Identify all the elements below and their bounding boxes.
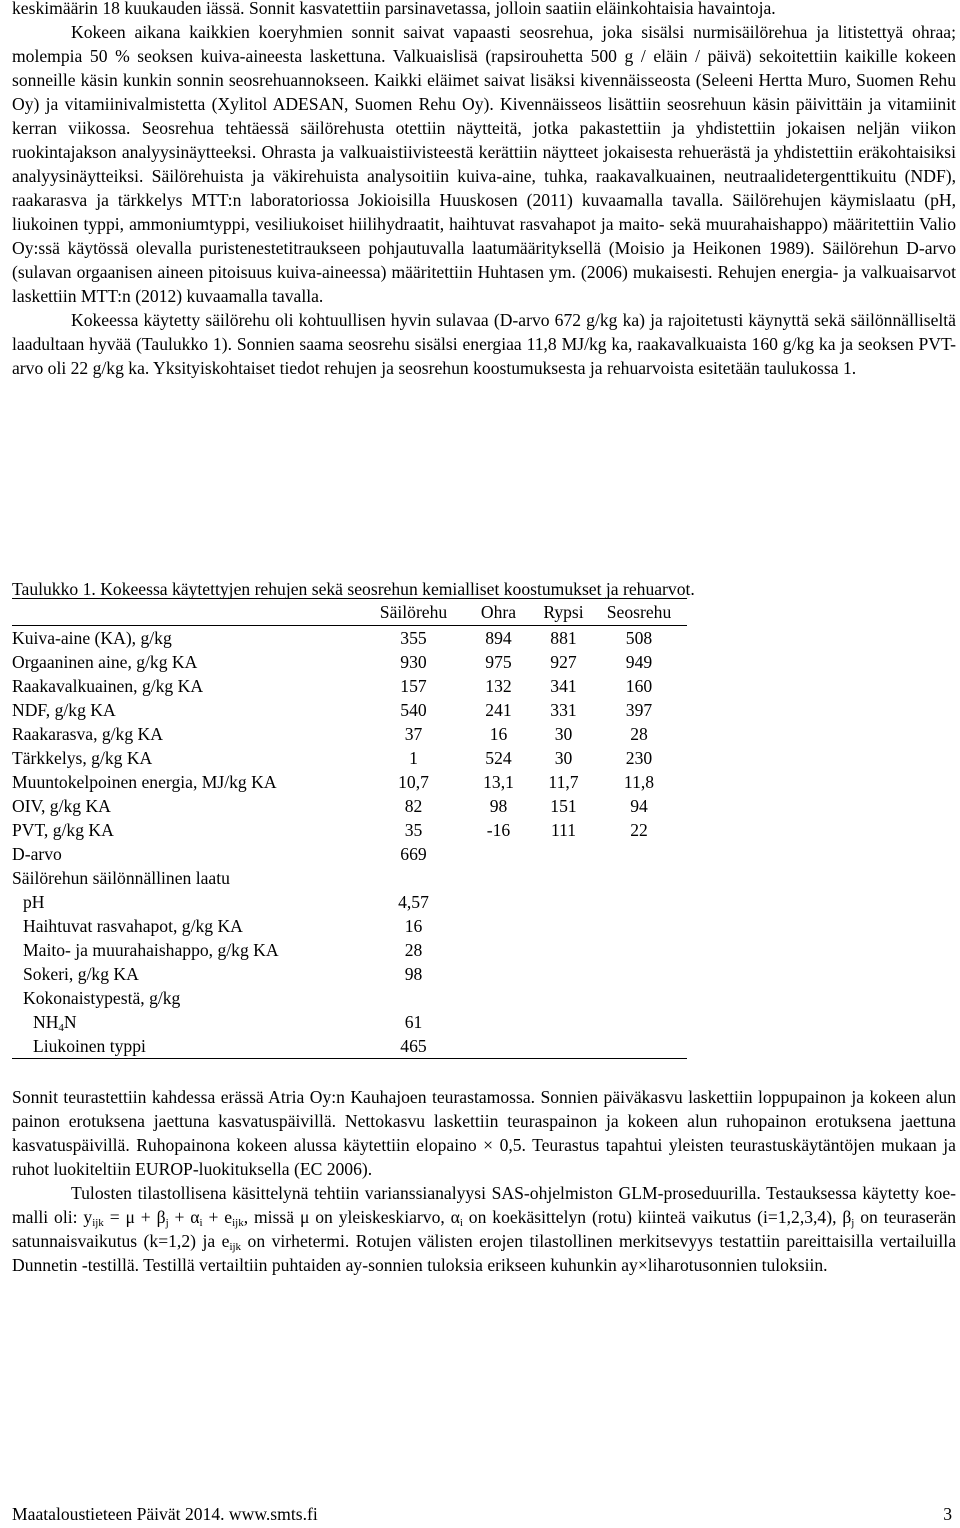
table-row: [12, 818, 687, 842]
table-caption: Taulukko 1. Kokeessa käytettyjen rehujen sekä seosrehun kemialliset koostumukset ja rehuarvot.: [12, 579, 695, 599]
subscript-i: i: [199, 1217, 203, 1229]
table-cell: [591, 914, 687, 938]
subscript-ijk-3: ijk: [229, 1241, 242, 1253]
table-cell: [536, 866, 591, 890]
row-label: Kokonaistypestä, g/kg: [23, 988, 181, 1008]
table-row: [12, 986, 687, 1010]
row-label: PVT, g/kg KA: [12, 820, 114, 840]
table-cell: [591, 890, 687, 914]
row-label: Liukoinen typpi: [12, 1034, 366, 1059]
row-label: Säilörehun säilönnällinen laatu: [12, 868, 230, 888]
table-cell: 28: [630, 724, 648, 744]
table-cell: [461, 986, 536, 1010]
table-row: [12, 866, 687, 890]
subscript-j: j: [165, 1217, 169, 1229]
table-row: [12, 1010, 687, 1034]
table-cell: 16: [489, 724, 508, 744]
table-cell: [366, 986, 461, 1010]
table-cell: 13,1: [483, 772, 514, 792]
table-cell: 30: [554, 748, 573, 768]
table-body: [12, 626, 687, 1059]
table-cell: [536, 962, 591, 986]
stats-text-g: on teuraserän satunnaisvaikutus (k=1,2) ja e: [12, 1207, 956, 1251]
table-cell: 98: [404, 964, 423, 984]
table-cell: 355: [400, 628, 427, 648]
table-cell: [461, 914, 536, 938]
table-cell: 16: [404, 916, 423, 936]
row-label: NDF, g/kg KA: [12, 700, 116, 720]
stats-text-e: , missä μ on yleiskeskiarvo, α: [243, 1207, 460, 1227]
row-label: [12, 1010, 366, 1034]
footer-source: Maataloustieteen Päivät 2014. www.smts.fi: [12, 1504, 318, 1524]
header-sailorehu: Säilörehu: [366, 599, 461, 626]
table-cell: 341: [550, 676, 577, 696]
row-label: Kuiva-aine (KA), g/kg: [12, 628, 172, 648]
table-cell: 35: [404, 820, 423, 840]
table-cell: [366, 866, 461, 890]
table-row: [12, 1034, 687, 1059]
paragraph-statistics: [12, 1181, 956, 1277]
table-cell: 241: [485, 700, 512, 720]
table-row: [12, 722, 687, 746]
table-cell: [536, 938, 591, 962]
table-cell: 930: [400, 652, 427, 672]
table-row: [12, 890, 687, 914]
table-cell: [591, 1010, 687, 1034]
table-cell: 397: [625, 700, 653, 720]
table-cell: 30: [554, 724, 573, 744]
table-cell: [461, 1010, 536, 1034]
paragraph-silage-quality: Kokeessa käytetty säilörehu oli kohtuullisen hyvin sulavaa (D-arvo 672 g/kg ka) ja rajoitetusti käynyttä sekä säilönnälliseltä laadultaan hyvää (Taulukko 1). Sonnien saama seosrehu sisälsi energiaa 11,8 MJ/kg ka, raakavalkuaista 160 g/kg ka ja seoksen PVT-arvo oli 22 g/kg ka. Yksityiskohtaiset tiedot rehujen ja seosrehun koostumuksesta ja rehuarvoista esitetään taulukossa 1.: [12, 310, 956, 378]
table-cell: 949: [625, 652, 653, 672]
table-row: [12, 674, 687, 698]
table-cell: 94: [630, 796, 648, 816]
paragraph-intro-end: keskimäärin 18 kuukauden iässä. Sonnit kasvatettiin parsinavetassa, jolloin saatiin eläinkohtaisia havaintoja.: [12, 0, 776, 18]
table-cell: [591, 986, 687, 1010]
table-cell: 1: [409, 748, 418, 768]
table-row: [12, 746, 687, 770]
table-cell: 508: [625, 628, 653, 648]
table-cell: 669: [400, 844, 427, 864]
page-number: 3: [943, 1504, 952, 1524]
table-cell: [461, 890, 536, 914]
table-cell: 11,8: [623, 772, 655, 792]
header-label: [12, 599, 366, 626]
page-body: [12, 0, 956, 380]
table-cell: 465: [366, 1034, 461, 1059]
row-label: Raakarasva, g/kg KA: [12, 724, 163, 744]
table-cell: [536, 1034, 591, 1059]
stats-text-d: + e: [202, 1207, 233, 1227]
subscript-ijk-2: ijk: [232, 1217, 244, 1229]
table-cell: [591, 842, 687, 866]
table-row: [12, 842, 687, 866]
table-cell: [461, 962, 536, 986]
table-cell: [536, 1010, 591, 1034]
row-label: OIV, g/kg KA: [12, 796, 111, 816]
stats-text-c: + α: [168, 1207, 200, 1227]
table-cell: 37: [404, 724, 423, 744]
table-cell: 151: [550, 796, 577, 816]
table-cell: [461, 938, 536, 962]
table-cell: 927: [550, 652, 577, 672]
table-cell: 28: [404, 940, 423, 960]
paragraph-slaughter: Sonnit teurastettiin kahdessa erässä Atria Oy:n Kauhajoen teurastamossa. Sonnien päiväkasvu laskettiin loppupainon ja kokeen alun painon erotuksena jaettuna kasvatuspäivillä. Nettokasvu laskettiin teuraspainon ja kokeen alun ruhopainon erotuksena jaettuna kasvatuspäivillä. Ruhopainona kokeen alussa käytettiin elopaino × 0,5. Teurastus tapahtui yleisten teurastuskäytäntöjen mukaan ja ruhot luokiteltiin EUROP-luokituksella (EC 2006).: [12, 1087, 956, 1179]
subscript-ijk: ijk: [92, 1217, 104, 1229]
table-cell: [536, 914, 591, 938]
table-row: [12, 770, 687, 794]
table-row: [12, 626, 687, 651]
header-seosrehu: Seosrehu: [591, 599, 687, 626]
table-cell: [536, 842, 591, 866]
subscript-i-2: i: [459, 1217, 463, 1229]
table-cell: 132: [485, 676, 512, 696]
table-cell: [461, 866, 536, 890]
table-cell: 111: [550, 820, 577, 840]
table-cell: -16: [486, 820, 511, 840]
table-cell: [536, 890, 591, 914]
table-cell: 230: [625, 748, 653, 768]
row-label: Sokeri, g/kg KA: [23, 964, 139, 984]
row-label: Haihtuvat rasvahapot, g/kg KA: [23, 916, 243, 936]
table-row: [12, 938, 687, 962]
stats-text-a: Tulosten tilastollisena käsittelynä tehtiin varianssianalyysi SAS-ohjelmiston GLM-proseduurilla. Testauksessa käytetty koe-malli oli: y: [12, 1183, 956, 1227]
table-cell: 22: [630, 820, 648, 840]
row-label: Orgaaninen aine, g/kg KA: [12, 652, 198, 672]
table-row: [12, 794, 687, 818]
table-row: [12, 698, 687, 722]
table-cell: 540: [400, 700, 427, 720]
stats-text-f: on koekäsittelyn (rotu) kiinteä vaikutus (i=1,2,3,4), β: [462, 1207, 852, 1227]
stats-text-b: = μ + β: [103, 1207, 166, 1227]
table-cell: 10,7: [398, 772, 429, 792]
header-ohra: Ohra: [461, 599, 536, 626]
stats-text-h: on virhetermi. Rotujen välisten erojen tilastollinen merkitsevyys testattiin pareittaisilla vertailuilla Dunnetin -testillä. Testillä vertailtiin puhtaiden ay-sonnien tuloksia erikseen kuhunkin ay×liharotusonnien tuloksiin.: [12, 1231, 957, 1275]
table-cell: 98: [489, 796, 508, 816]
subscript-j-2: j: [851, 1217, 855, 1229]
paragraph-feeding-methods: Kokeen aikana kaikkien koeryhmien sonnit saivat vapaasti seosrehua, joka sisälsi nurmisäilörehua ja litistettyä ohraa; molempia 50 % seoksen kuiva-aineesta laskettuna. Valkuaislisä (rapsirouhetta 500 g / eläin / päivä) sekoitettiin kaikille kokeen sonneille käsin kunkin sonnin seosrehuannokseen. Kaikki eläimet saivat lisäksi kivennäisseosta (Seleeni Hertta Muro, Suomen Rehu Oy) ja vitamiinivalmistetta (Xylitol ADESAN, Suomen Rehu Oy). Kivennäisseos lisättiin seosrehuun käsin päivittäin ja vitamiinit kerran viikossa. Seosrehua tehtäessä säilörehusta otettiin näytteitä, jotka pakastettiin ja yhdistettiin jokaisen neljän viikon ruokintajakson analyysinäytteeksi. Ohrasta ja valkuaistiivisteestä kerättiin näytteet jokaisesta rehuerästä ja yhdistettiin eräkohtaisiksi analyysinäytteiksi. Säilörehuista ja väkirehuista analysoitiin kuiva-aine, tuhka, raakavalkuainen, neutraalidetergenttikuitu (NDF), raakarasva ja tärkkelys MTT:n laboratoriossa Jokioisilla Huuskosen (2011) kuvaamalla tavalla. Säilörehujen käymislaatu (pH, liukoinen typpi, ammoniumtyppi, vesiliukoiset hiilihydraatit, haihtuvat rasvahapot ja maito- sekä muurahaishappo) määritettiin Valio Oy:ssä käytössä olevalla puristenestetitraukseen pohjautuvalla laatumäärityksellä (Moisio ja Heikonen 1989). Säilörehun D-arvo (sulavan orgaanisen aineen pitoisuus kuiva-aineessa) määritettiin Huhtasen ym. (2006) mukaisesti. Rehujen energia- ja valkuaisarvot laskettiin MTT:n (2012) kuvaamalla tavalla.: [12, 22, 956, 306]
row-label-prefix: NH: [33, 1012, 59, 1032]
table-row: [12, 914, 687, 938]
table-row: [12, 650, 687, 674]
row-label: Muuntokelpoinen energia, MJ/kg KA: [12, 772, 277, 792]
row-label-suffix: N: [63, 1012, 77, 1032]
table-cell: 331: [550, 700, 577, 720]
table-cell: [591, 1034, 687, 1059]
table-cell: [461, 842, 536, 866]
table-cell: 524: [485, 748, 512, 768]
page-body-lower: [12, 1085, 956, 1277]
row-label: D-arvo: [12, 844, 62, 864]
table-cell: 881: [550, 628, 577, 648]
row-label: pH: [23, 892, 45, 912]
row-label-subscript: 4: [58, 1022, 64, 1034]
table-cell: 894: [485, 628, 512, 648]
table-cell: [591, 866, 687, 890]
table-cell: [591, 938, 687, 962]
table-cell: 11,7: [548, 772, 579, 792]
header-rypsi: Rypsi: [536, 599, 591, 626]
row-label: Tärkkelys, g/kg KA: [12, 748, 153, 768]
row-label: Maito- ja muurahaishappo, g/kg KA: [23, 940, 279, 960]
table-cell: [591, 962, 687, 986]
table-cell: 975: [485, 652, 512, 672]
table-header-row: [12, 599, 687, 626]
table-cell: 61: [404, 1012, 423, 1032]
feed-composition-table: [12, 598, 687, 1059]
table-cell: [536, 986, 591, 1010]
row-label: Raakavalkuainen, g/kg KA: [12, 676, 204, 696]
table-cell: 157: [400, 676, 427, 696]
table-row: [12, 962, 687, 986]
table-cell: [461, 1034, 536, 1059]
table-cell: 160: [625, 676, 653, 696]
table-cell: 82: [404, 796, 423, 816]
table-cell: 4,57: [398, 892, 429, 912]
